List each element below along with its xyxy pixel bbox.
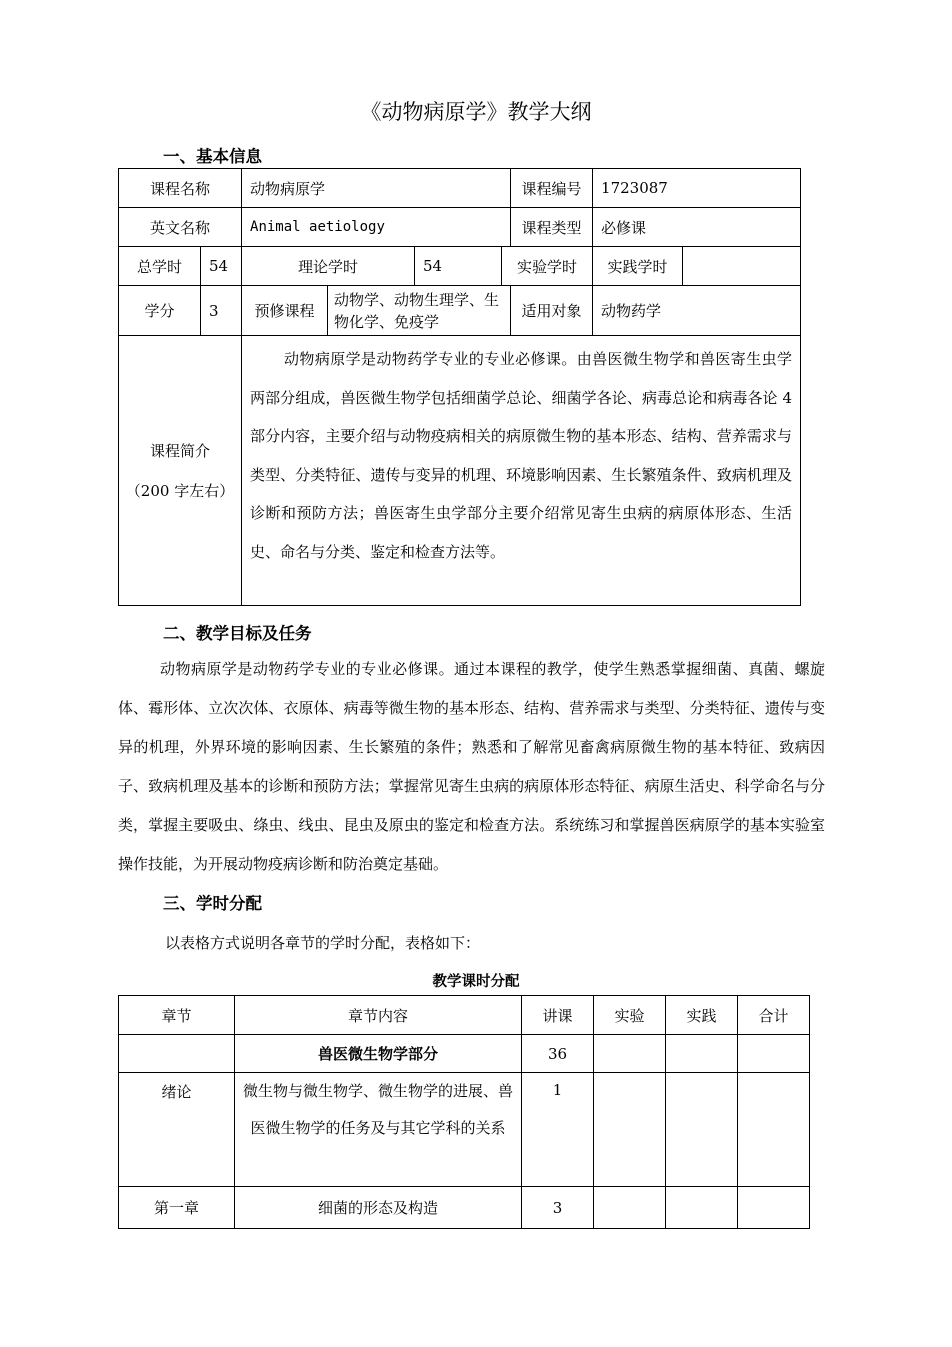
intro-label-cell xyxy=(119,336,242,606)
row-chapter xyxy=(119,1035,235,1073)
row-total xyxy=(738,1187,810,1229)
row-lecture: 1 xyxy=(522,1073,594,1187)
intro-label: 课程简介 xyxy=(150,441,211,460)
hours-table-caption: 教学课时分配 xyxy=(432,974,520,990)
row-lab xyxy=(594,1035,666,1073)
section-heading-hours: 三、学时分配 xyxy=(163,894,262,913)
row-total xyxy=(738,1035,810,1073)
hours-intro-text: 以表格方式说明各章节的学时分配，表格如下： xyxy=(165,934,481,952)
prereq-value: 动物学、动物生理学、生物化学、免疫学 xyxy=(328,286,511,336)
section-heading-basic-info: 一、基本信息 xyxy=(163,147,262,166)
row-lecture: 36 xyxy=(522,1035,594,1073)
row-content: 细菌的形态及构造 xyxy=(235,1187,522,1229)
row-total xyxy=(738,1073,810,1187)
row-lab xyxy=(594,1187,666,1229)
section-heading-objectives: 二、教学目标及任务 xyxy=(163,624,312,643)
credits-value: 3 xyxy=(201,286,242,336)
basic-info-table xyxy=(118,168,801,606)
theory-hours-value: 54 xyxy=(415,247,502,286)
total-hours-value: 54 xyxy=(201,247,242,286)
page-title: 《动物病原学》教学大纲 xyxy=(360,100,592,124)
row-lab xyxy=(594,1073,666,1187)
audience-value: 动物药学 xyxy=(593,286,801,336)
hours-table xyxy=(118,995,810,1229)
header-chapter: 章节 xyxy=(119,996,235,1035)
english-name-value: Animal aetiology xyxy=(242,208,511,247)
row-chapter: 绪论 xyxy=(119,1073,235,1187)
intro-text: 动物病原学是动物药学专业的专业必修课。由兽医微生物学和兽医寄生虫学两部分组成，兽医微生物学包括细菌学总论、细菌学各论、病毒总论和病毒各论 4 部分内容，主要介绍与动物疫病相关的病原微生物的基本形态、结构、营养需求与类型、分类特征、遗传与变异的机理、环境影响因素、生长繁殖条件、致病机理及诊断和预防方法；兽医寄生虫学部分主要介绍常见寄生虫病的病原体形态、生活史、命名与分类、鉴定和检查方法等。 xyxy=(242,336,801,606)
prereq-label: 预修课程 xyxy=(242,286,328,336)
row-content: 兽医微生物学部分 xyxy=(235,1035,522,1073)
course-type-value: 必修课 xyxy=(593,208,801,247)
course-type-label: 课程类型 xyxy=(511,208,593,247)
practice-hours-label: 实践学时 xyxy=(593,247,683,286)
course-name-value: 动物病原学 xyxy=(242,169,511,208)
practice-hours-value xyxy=(683,247,801,286)
header-content: 章节内容 xyxy=(235,996,522,1035)
table-row xyxy=(119,1035,810,1073)
row-practice xyxy=(666,1187,738,1229)
total-hours-label: 总学时 xyxy=(119,247,201,286)
course-code-label: 课程编号 xyxy=(511,169,593,208)
row-lecture: 3 xyxy=(522,1187,594,1229)
row-content: 微生物与微生物学、微生物学的进展、兽医微生物学的任务及与其它学科的关系 xyxy=(235,1073,522,1187)
header-lecture: 讲课 xyxy=(522,996,594,1035)
header-total: 合计 xyxy=(738,996,810,1035)
table-row xyxy=(119,1187,810,1229)
row-practice xyxy=(666,1073,738,1187)
course-code-value: 1723087 xyxy=(593,169,801,208)
theory-hours-label: 理论学时 xyxy=(242,247,415,286)
credits-label: 学分 xyxy=(119,286,201,336)
header-lab: 实验 xyxy=(594,996,666,1035)
intro-sublabel: （200 字左右） xyxy=(125,481,235,500)
row-chapter: 第一章 xyxy=(119,1187,235,1229)
course-name-label: 课程名称 xyxy=(119,169,242,208)
row-practice xyxy=(666,1035,738,1073)
english-name-label: 英文名称 xyxy=(119,208,242,247)
objectives-text: 动物病原学是动物药学专业的专业必修课。通过本课程的教学，使学生熟悉掌握细菌、真菌、螺旋体、霉形体、立次次体、衣原体、病毒等微生物的基本形态、结构、营养需求与类型、分类特征、遗传与变异的机理，外界环境的影响因素、生长繁殖的条件；熟悉和了解常见畜禽病原微生物的基本特征、致病因子、致病机理及基本的诊断和预防方法；掌握常见寄生虫病的病原体形态特征、病原生活史、科学命名与分类，掌握主要吸虫、绦虫、线虫、昆虫及原虫的鉴定和检查方法。系统练习和掌握兽医病原学的基本实验室操作技能，为开展动物疫病诊断和防治奠定基础。 xyxy=(118,660,825,873)
table-row xyxy=(119,1073,810,1187)
lab-hours-label: 实验学时 xyxy=(502,247,593,286)
audience-label: 适用对象 xyxy=(511,286,593,336)
header-practice: 实践 xyxy=(666,996,738,1035)
